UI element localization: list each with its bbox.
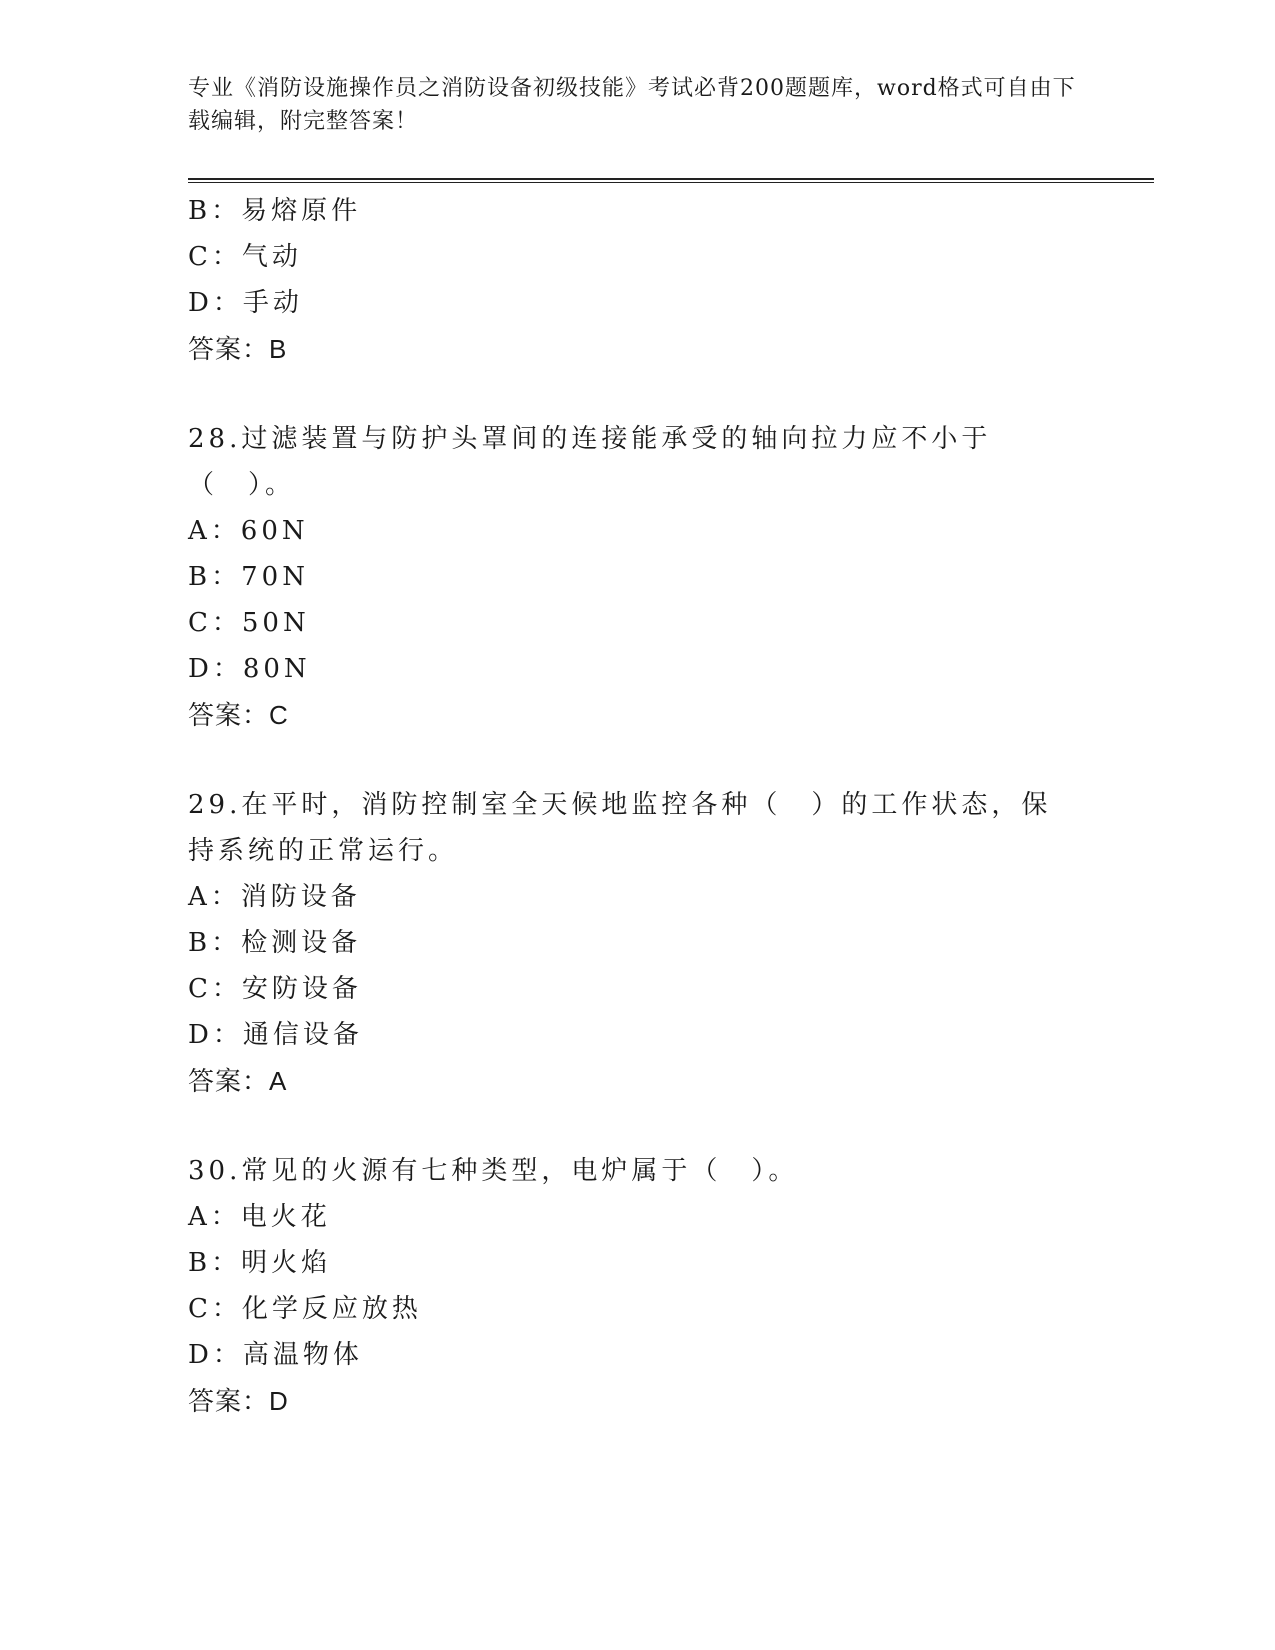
option-b: B：易熔原件 (188, 196, 362, 226)
answer-line: 答案：A (188, 1066, 288, 1096)
answer-line: 答案：B (188, 334, 288, 364)
option-a: A：消防设备 (188, 882, 361, 912)
question-block-28 (188, 416, 1088, 738)
option-b: B：70N (188, 562, 309, 592)
option-c: C：化学反应放热 (188, 1294, 422, 1324)
header-divider (188, 178, 1154, 183)
answer-line: 答案：C (188, 700, 289, 730)
answer-line: 答案：D (188, 1386, 289, 1416)
option-d: D：高温物体 (188, 1340, 363, 1370)
option-a: A：60N (188, 516, 309, 546)
option-d: D：通信设备 (188, 1020, 363, 1050)
question-block-30 (188, 1148, 1088, 1424)
option-d: D：手动 (188, 288, 303, 318)
question-list (188, 188, 1088, 1424)
option-c: C：50N (188, 608, 310, 638)
option-c: C：气动 (188, 242, 302, 272)
question-block-27 (188, 188, 1088, 372)
option-b: B：检测设备 (188, 928, 362, 958)
option-a: A：电火花 (188, 1202, 331, 1232)
question-block-29 (188, 782, 1088, 1104)
question-stem: 29.在平时，消防控制室全天候地监控各种（ ）的工作状态，保持系统的正常运行。 (188, 790, 1052, 866)
option-c: C：安防设备 (188, 974, 362, 1004)
option-b: B：明火焰 (188, 1248, 332, 1278)
option-d: D：80N (188, 654, 311, 684)
question-stem: 28.过滤装置与防护头罩间的连接能承受的轴向拉力应不小于（ ）。 (188, 424, 992, 500)
question-stem: 30.常见的火源有七种类型，电炉属于（ ）。 (188, 1156, 799, 1186)
document-header: 专业《消防设施操作员之消防设备初级技能》考试必背200题题库，word格式可自由下载编辑，附完整答案！ (188, 76, 1076, 134)
